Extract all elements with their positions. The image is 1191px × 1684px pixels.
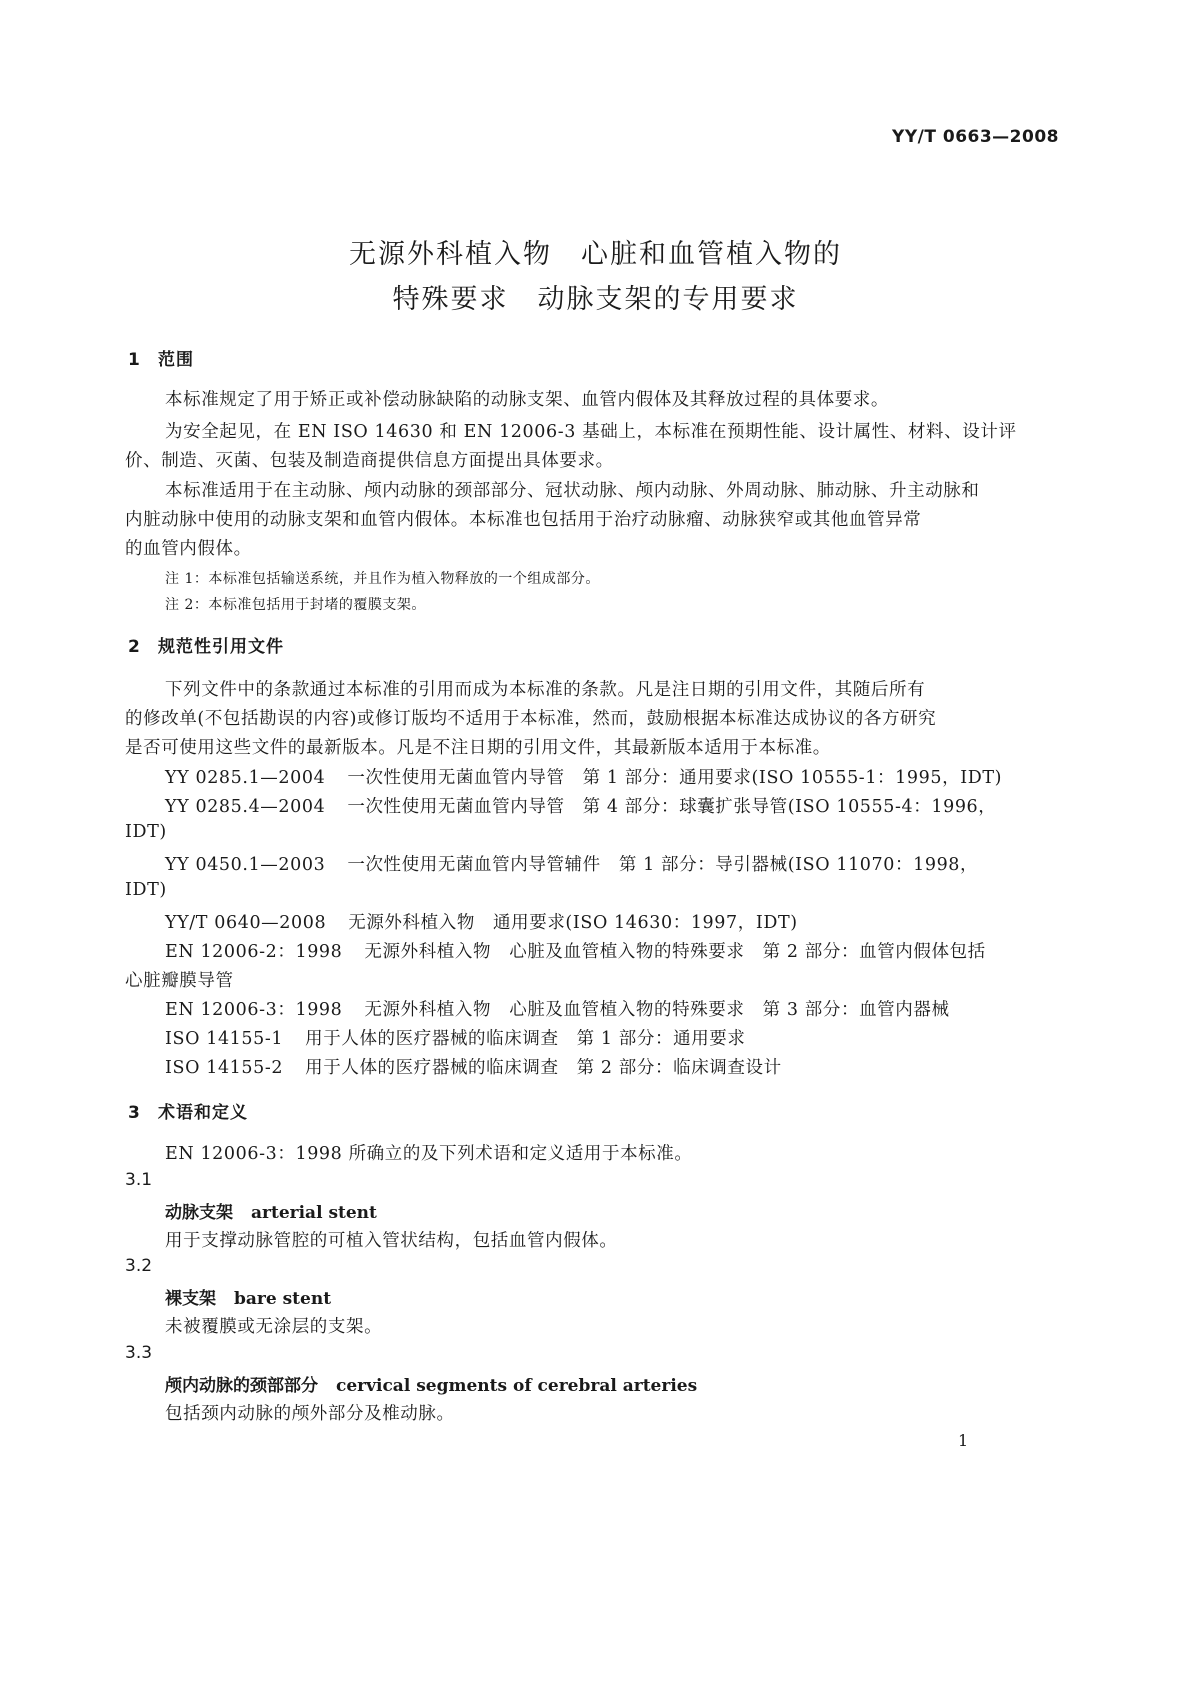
page-number: 1 bbox=[958, 1431, 969, 1450]
s3-intro: EN 12006-3：1998 所确立的及下列术语和定义适用于本标准。 bbox=[165, 1144, 693, 1164]
reference-title: 一次性使用无菌血管内导管辅件 第 1 部分：导引器械(ISO 11070：1998， bbox=[347, 855, 979, 875]
reference-title: 无源外科植入物 通用要求(ISO 14630：1997，IDT) bbox=[348, 913, 798, 933]
s1-paragraph-3-line-2: 内脏动脉中使用的动脉支架和血管内假体。本标准也包括用于治疗动脉瘤、动脉狭窄或其他血管异常 bbox=[125, 510, 922, 530]
section-number: 1 bbox=[128, 350, 141, 370]
clause-number: 3.2 bbox=[125, 1256, 153, 1276]
term-definition: 用于支撑动脉管腔的可植入管状结构，包括血管内假体。 bbox=[165, 1231, 618, 1251]
reference-item bbox=[165, 764, 1002, 789]
reference-code: YY 0285.4—2004 bbox=[165, 797, 326, 817]
reference-title: 无源外科植入物 心脏及血管植入物的特殊要求 第 3 部分：血管内器械 bbox=[364, 1000, 950, 1020]
term-zh: 颅内动脉的颈部部分 bbox=[165, 1376, 318, 1396]
reference-item bbox=[165, 1025, 746, 1050]
reference-code: ISO 14155-2 bbox=[165, 1058, 284, 1078]
reference-title: 无源外科植入物 心脏及血管植入物的特殊要求 第 2 部分：血管内假体包括 bbox=[364, 942, 986, 962]
term-heading bbox=[165, 1198, 377, 1223]
section-1-heading bbox=[128, 345, 194, 370]
reference-title: 用于人体的医疗器械的临床调查 第 2 部分：临床调查设计 bbox=[305, 1058, 782, 1078]
term-heading bbox=[165, 1284, 331, 1309]
term-zh: 裸支架 bbox=[165, 1289, 216, 1309]
reference-continuation: IDT) bbox=[125, 880, 167, 900]
section-number: 3 bbox=[128, 1103, 141, 1123]
clause-number: 3.3 bbox=[125, 1343, 153, 1363]
s1-paragraph-2-line-1: 为安全起见，在 EN ISO 14630 和 EN 12006-3 基础上，本标准在预期性能、设计属性、材料、设计评 bbox=[165, 422, 1017, 442]
s2-paragraph-line-1: 下列文件中的条款通过本标准的引用而成为本标准的条款。凡是注日期的引用文件，其随后所有 bbox=[165, 680, 926, 700]
s2-paragraph-line-3: 是否可使用这些文件的最新版本。凡是不注日期的引用文件，其最新版本适用于本标准。 bbox=[125, 738, 831, 758]
s1-paragraph-3-line-1: 本标准适用于在主动脉、颅内动脉的颈部部分、冠状动脉、颅内动脉、外周动脉、肺动脉、升主动脉和 bbox=[165, 481, 980, 501]
s1-paragraph-2-line-2: 价、制造、灭菌、包装及制造商提供信息方面提出具体要求。 bbox=[125, 451, 614, 471]
s1-note-2: 注 2：本标准包括用于封堵的覆膜支架。 bbox=[165, 597, 426, 613]
document-title-line-2: 特殊要求 动脉支架的专用要求 bbox=[392, 284, 799, 315]
reference-code: EN 12006-3：1998 bbox=[165, 1000, 343, 1020]
term-definition: 包括颈内动脉的颅外部分及椎动脉。 bbox=[165, 1404, 455, 1424]
term-en: arterial stent bbox=[251, 1203, 377, 1223]
reference-code: ISO 14155-1 bbox=[165, 1029, 284, 1049]
s1-paragraph-1: 本标准规定了用于矫正或补偿动脉缺陷的动脉支架、血管内假体及其释放过程的具体要求。 bbox=[165, 390, 889, 410]
document-title-line-1: 无源外科植入物 心脏和血管植入物的 bbox=[349, 239, 842, 270]
reference-title: 一次性使用无菌血管内导管 第 1 部分：通用要求(ISO 10555-1：1995，IDT) bbox=[347, 768, 1003, 788]
reference-title: 一次性使用无菌血管内导管 第 4 部分：球囊扩张导管(ISO 10555-4：1996， bbox=[347, 797, 997, 817]
s2-paragraph-line-2: 的修改单(不包括勘误的内容)或修订版均不适用于本标准，然而，鼓励根据本标准达成协议的各方研究 bbox=[125, 709, 937, 729]
term-en: cervical segments of cerebral arteries bbox=[336, 1376, 698, 1396]
reference-item bbox=[165, 851, 978, 876]
term-definition: 未被覆膜或无涂层的支架。 bbox=[165, 1317, 383, 1337]
reference-item bbox=[165, 996, 950, 1021]
s1-note-1: 注 1：本标准包括输送系统，并且作为植入物释放的一个组成部分。 bbox=[165, 571, 600, 587]
reference-title: 用于人体的医疗器械的临床调查 第 1 部分：通用要求 bbox=[305, 1029, 746, 1049]
section-title: 术语和定义 bbox=[158, 1103, 248, 1123]
reference-item bbox=[165, 1054, 782, 1079]
reference-item bbox=[165, 909, 798, 934]
s1-paragraph-3-line-3: 的血管内假体。 bbox=[125, 539, 252, 559]
term-zh: 动脉支架 bbox=[165, 1203, 233, 1223]
reference-item bbox=[165, 793, 996, 818]
reference-code: EN 12006-2：1998 bbox=[165, 942, 343, 962]
section-number: 2 bbox=[128, 637, 141, 657]
term-heading bbox=[165, 1371, 697, 1396]
reference-code: YY 0450.1—2003 bbox=[165, 855, 326, 875]
standard-code: YY/T 0663—2008 bbox=[892, 127, 1059, 147]
reference-code: YY/T 0640—2008 bbox=[165, 913, 327, 933]
section-2-heading bbox=[128, 632, 284, 657]
reference-continuation: 心脏瓣膜导管 bbox=[125, 971, 234, 991]
section-title: 规范性引用文件 bbox=[158, 637, 284, 657]
reference-code: YY 0285.1—2004 bbox=[165, 768, 326, 788]
term-en: bare stent bbox=[234, 1289, 332, 1309]
clause-number: 3.1 bbox=[125, 1170, 153, 1190]
section-3-heading bbox=[128, 1098, 248, 1123]
reference-item bbox=[165, 938, 986, 963]
reference-continuation: IDT) bbox=[125, 822, 167, 842]
section-title: 范围 bbox=[158, 350, 194, 370]
